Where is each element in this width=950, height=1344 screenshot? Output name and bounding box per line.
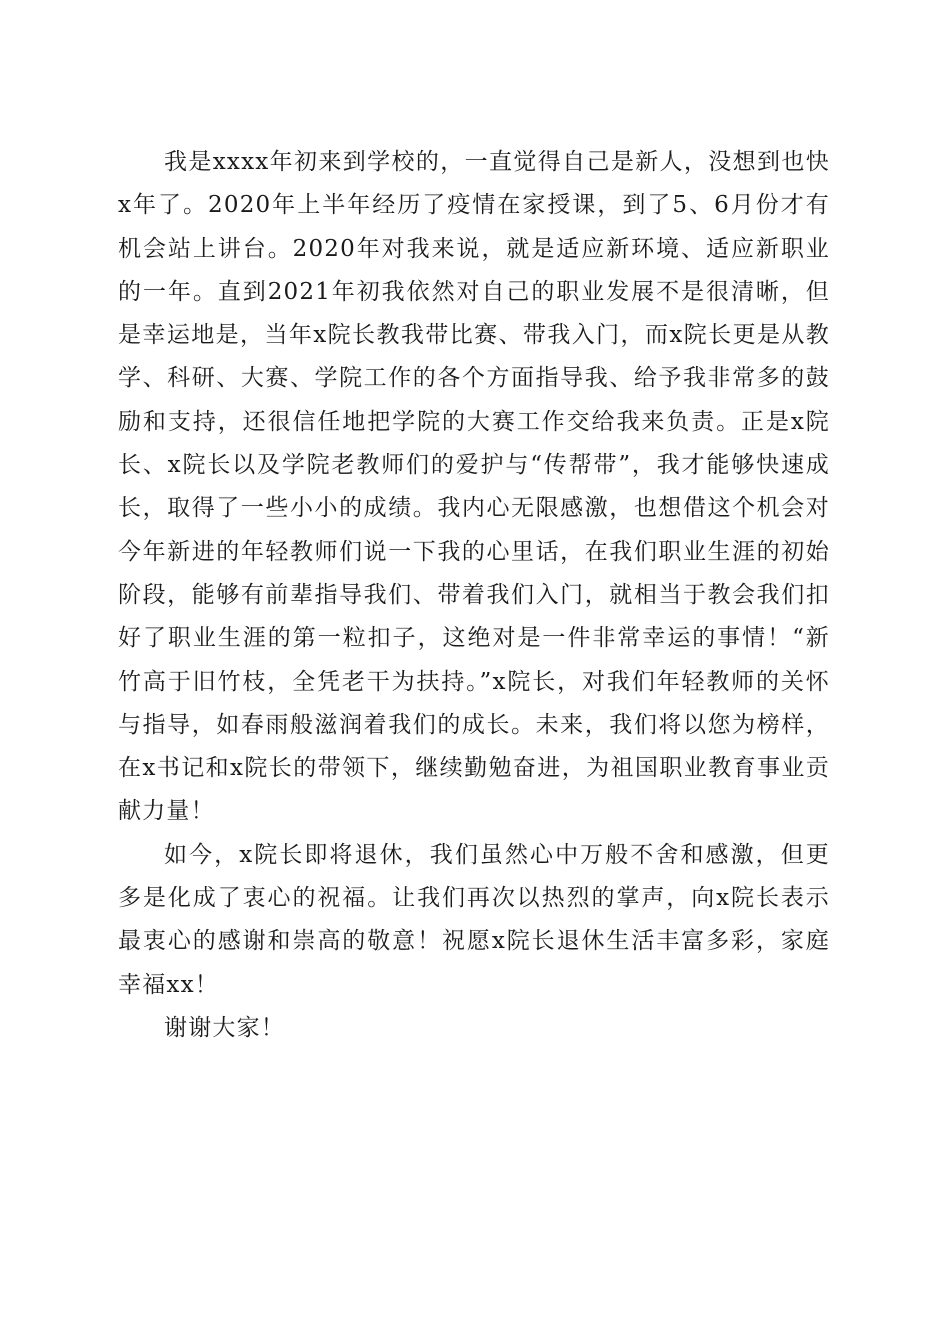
document-body — [118, 141, 830, 1050]
paragraph-1: 我是xxxx年初来到学校的，一直觉得自己是新人，没想到也快x年了。2020年上半年经历了疫情在家授课，到了5、6月份才有机会站上讲台。2020年对我来说，就是适应新环境、适应新职业的一年。直到2021年初我依然对自己的职业发展不是很清晰，但是幸运地是，当年x院长教我带比赛、带我入门，而x院长更是从教学、科研、大赛、学院工作的各个方面指导我、给予我非常多的鼓励和支持，还很信任地把学院的大赛工作交给我来负责。正是x院长、x院长以及学院老教师们的爱护与“传帮带”，我才能够快速成长，取得了一些小小的成绩。我内心无限感激，也想借这个机会对今年新进的年轻教师们说一下我的心里话，在我们职业生涯的初始阶段，能够有前辈指导我们、带着我们入门，就相当于教会我们扣好了职业生涯的第一粒扣子，这绝对是一件非常幸运的事情！“新竹高于旧竹枝，全凭老干为扶持。”x院长，对我们年轻教师的关怀与指导，如春雨般滋润着我们的成长。未来，我们将以您为榜样，在x书记和x院长的带领下，继续勤勉奋进，为祖国职业教育事业贡献力量！ — [118, 149, 830, 825]
paragraph-2: 如今，x院长即将退休，我们虽然心中万般不舍和感激，但更多是化成了衷心的祝福。让我们再次以热烈的掌声，向x院长表示最衷心的感谢和崇高的敬意！祝愿x院长退休生活丰富多彩，家庭幸福xx！ — [118, 841, 830, 998]
paragraph-3: 谢谢大家！ — [164, 1014, 285, 1041]
